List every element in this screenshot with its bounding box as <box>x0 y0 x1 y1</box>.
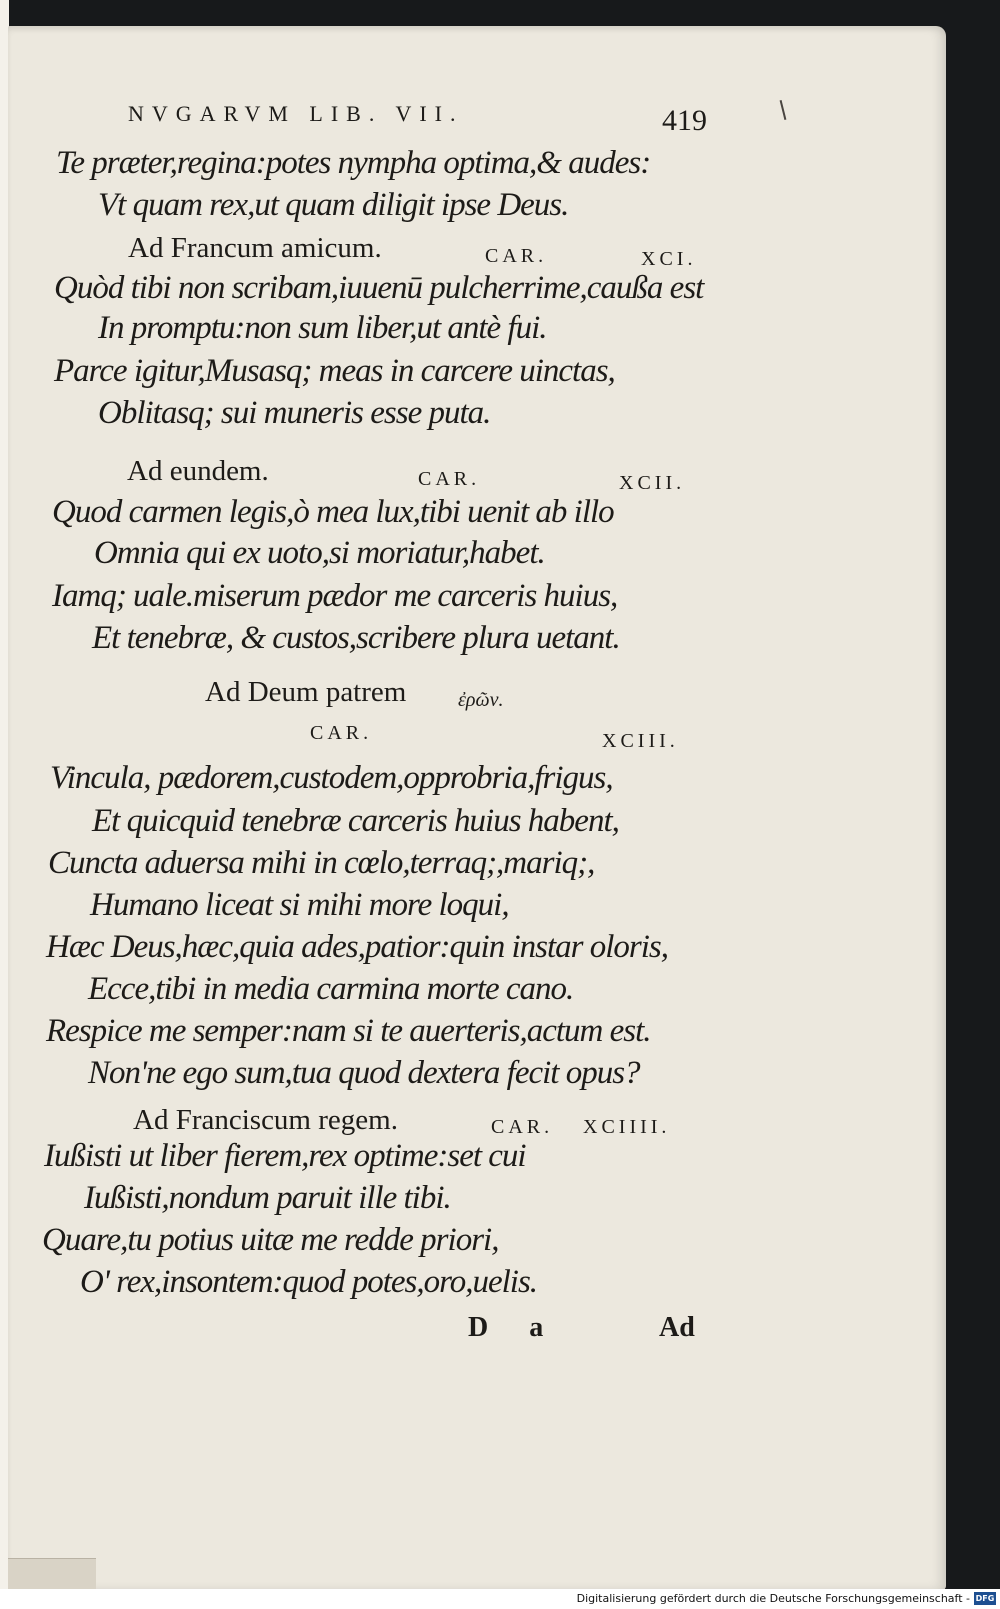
verse-line: Te præter,regina:potes nympha optima,& audes: <box>56 145 651 181</box>
car-label: CAR. <box>491 1116 554 1138</box>
page-edge-stub <box>8 1558 96 1593</box>
car-label: CAR. <box>310 722 373 744</box>
car-label: CAR. <box>485 245 548 267</box>
car-label: CAR. <box>418 468 481 490</box>
verse-line: Quare,tu potius uitæ me redde priori, <box>42 1222 499 1258</box>
verse-line: Respice me semper:nam si te auerteris,actum est. <box>46 1013 651 1049</box>
verse-line: Oblitasq; sui muneris esse puta. <box>98 395 491 431</box>
dfg-logo-icon: DFG <box>975 1594 995 1603</box>
verse-line: In promptu:non sum liber,ut antè fui. <box>98 310 547 346</box>
digitization-footer <box>0 1589 1000 1609</box>
poem-title: Ad Franciscum regem. <box>133 1104 398 1136</box>
footer-credit: Digitalisierung gefördert durch die Deutsche Forschungsgemeinschaft - <box>576 1592 970 1605</box>
poem-number: XCII. <box>619 472 686 494</box>
verse-line: Ecce,tibi in media carmina morte cano. <box>88 971 574 1007</box>
poem-title: Ad eundem. <box>127 455 269 487</box>
poem-number: XCIIII. <box>583 1116 671 1138</box>
poem-title: Ad Francum amicum. <box>128 232 382 264</box>
verse-line: Humano liceat si mihi more loqui, <box>90 887 509 923</box>
verse-line: Cuncta aduersa mihi in cœlo,terraq;,mariq;, <box>48 845 595 881</box>
verse-line: O' rex,insontem:quod potes,oro,uelis. <box>80 1264 538 1300</box>
verse-line: Quòd tibi non scribam,iuuenū pulcherrime,caußa est <box>54 270 704 306</box>
signature-mark: D a <box>468 1312 544 1343</box>
verse-line: Vincula, pædorem,custodem,opprobria,frigus, <box>50 760 613 796</box>
catchword: Ad <box>659 1312 695 1343</box>
verse-line: Parce igitur,Musasq; meas in carcere uinctas, <box>54 353 615 389</box>
verse-line: Hæc Deus,hæc,quia ades,patior:quin instar oloris, <box>46 929 669 965</box>
verse-line: Quod carmen legis,ò mea lux,tibi uenit ab illo <box>52 494 614 530</box>
poem-number: XCI. <box>641 248 697 270</box>
verse-line: Iamq; uale.miserum pædor me carceris huius, <box>52 578 618 614</box>
verse-line: Iußisti,nondum paruit ille tibi. <box>84 1180 451 1216</box>
verse-line: Vt quam rex,ut quam diligit ipse Deus. <box>98 187 569 223</box>
running-head: NVGARVM LIB. VII. <box>128 101 464 126</box>
verse-line: Et quicquid tenebræ carceris huius habent, <box>92 803 619 839</box>
verse-line: Non'ne ego sum,tua quod dextera fecit opus? <box>88 1055 640 1091</box>
poem-title: Ad Deum patrem <box>205 676 407 708</box>
folio-number: 419 <box>662 104 707 137</box>
verse-line: Omnia qui ex uoto,si moriatur,habet. <box>94 535 545 571</box>
verse-line: Iußisti ut liber fierem,rex optime:set cui <box>44 1138 526 1174</box>
greek-word: ἐρῶν. <box>458 689 504 711</box>
verse-line: Et tenebræ, & custos,scribere plura uetant. <box>92 620 620 656</box>
poem-number: XCIII. <box>602 730 679 752</box>
